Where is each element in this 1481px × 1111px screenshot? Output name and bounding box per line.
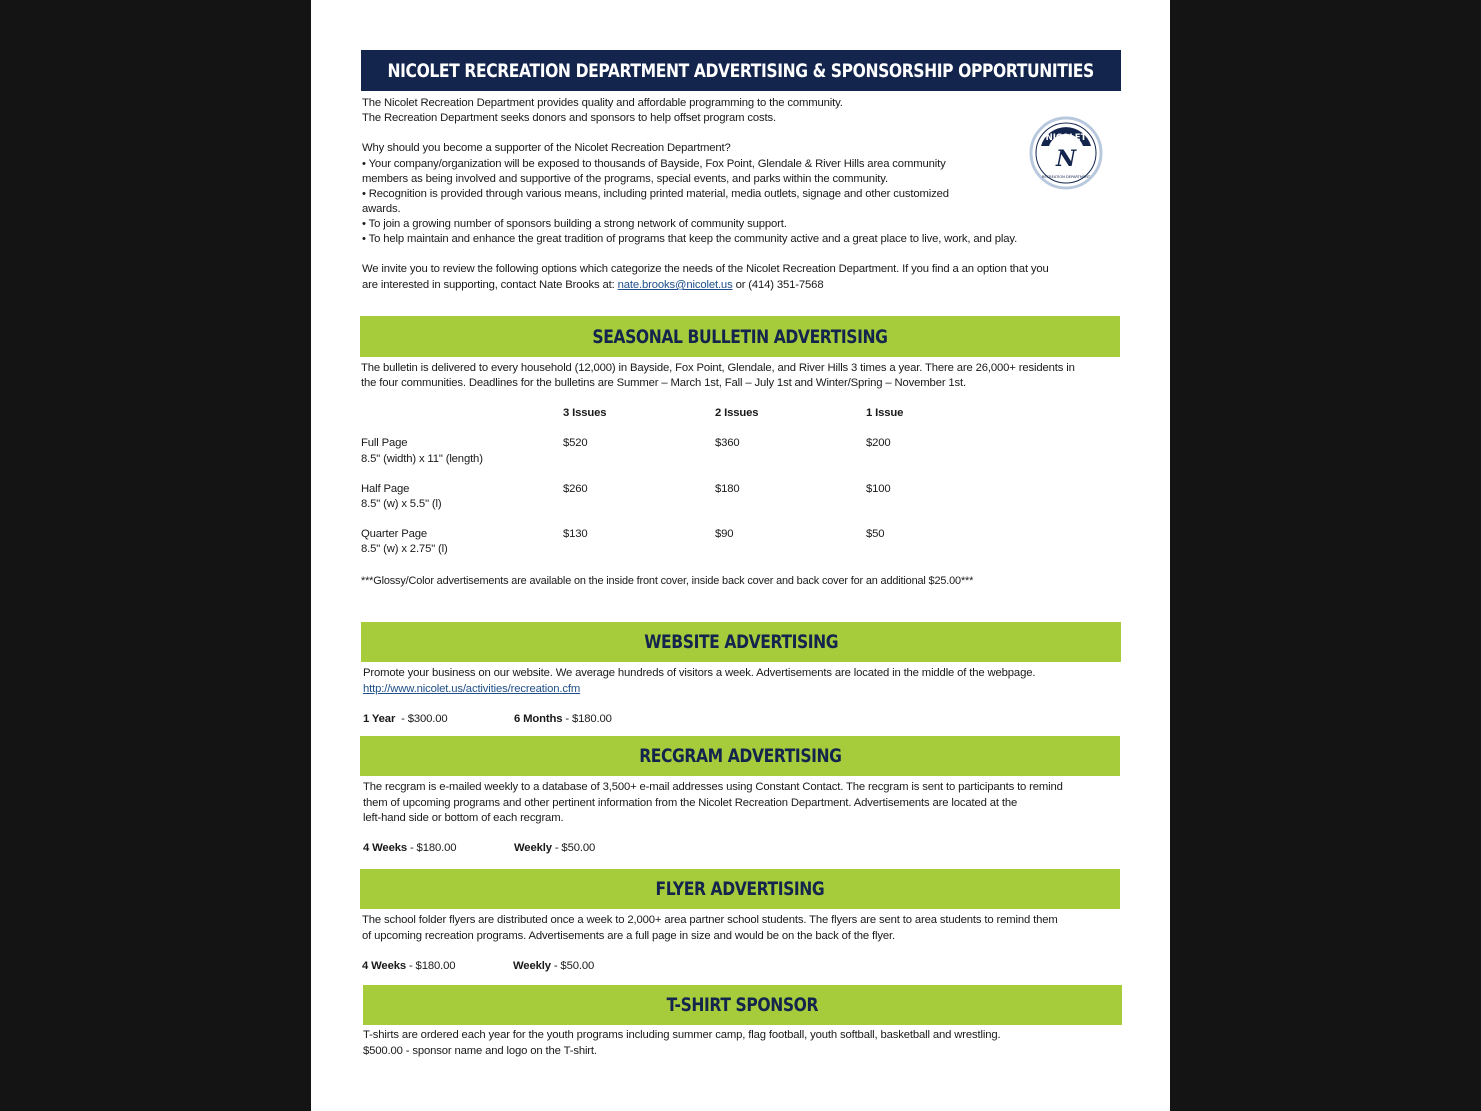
bullet-line: • To help maintain and enhance the great tradition of programs that keep the community active and a great place to live, work, and play. <box>362 233 1018 245</box>
page-title: NICOLET RECREATION DEPARTMENT ADVERTISING & SPONSORSHIP OPPORTUNITIES <box>387 59 1095 82</box>
recgram-price-2 <box>514 841 595 857</box>
price-label: Weekly <box>514 842 552 854</box>
price-value: - $180.00 <box>406 842 457 854</box>
intro-line: The Recreation Department seeks donors and sponsors to help offset program costs. <box>362 112 777 124</box>
bullet-line: • To join a growing number of sponsors building a strong network of community support. <box>362 218 787 230</box>
column-header: 1 Issue <box>866 407 904 419</box>
price-label: 4 Weeks <box>363 842 407 854</box>
glossy-note: ***Glossy/Color advertisements are available on the inside front cover, inside back cover and back cover for an additional $25.00*** <box>361 575 974 587</box>
nicolet-logo <box>1029 116 1103 190</box>
price-value: - $180.00 <box>562 713 612 725</box>
page-title-banner <box>361 50 1121 91</box>
recgram-desc: left-hand side or bottom of each recgram. <box>363 812 564 824</box>
why-heading: Why should you become a supporter of the Nicolet Recreation Department? <box>362 142 731 154</box>
recgram-desc: them of upcoming programs and other pertinent information from the Nicolet Recreation Department. Advertisements are located at the <box>363 797 1018 809</box>
price-cell: $180 <box>715 483 740 495</box>
price-cell: $90 <box>715 528 734 540</box>
website-url-line <box>363 682 580 698</box>
intro-line: The Nicolet Recreation Department provides quality and affordable programming to the community. <box>362 97 843 109</box>
invite-contact-line <box>362 278 823 294</box>
price-value: - $50.00 <box>550 960 595 972</box>
bulletin-desc: The bulletin is delivered to every household (12,000) in Bayside, Fox Point, Glendale, and River Hills 3 times a year. There are 26,000+ residents in <box>361 362 1075 374</box>
price-cell: $200 <box>866 437 891 449</box>
website-price-2 <box>514 712 612 728</box>
flyer-banner <box>360 869 1120 909</box>
flyer-price-1 <box>362 959 455 975</box>
flyer-title: FLYER ADVERTISING <box>655 878 825 900</box>
document-page <box>311 0 1170 1111</box>
logo-text-bottom: RECREATION DEPARTMENT <box>1041 175 1091 179</box>
logo-text-top: NICOLET <box>1045 133 1087 143</box>
ad-size-name: Quarter Page <box>361 528 428 540</box>
bulletin-banner <box>360 316 1120 357</box>
bullet-line: • Recognition is provided through various means, including printed material, media outlets, signage and other customized <box>362 188 949 200</box>
bulletin-desc: the four communities. Deadlines for the bulletins are Summer – March 1st, Fall – July 1st and Winter/Spring – November 1st. <box>361 377 967 389</box>
price-cell: $520 <box>563 437 588 449</box>
contact-email-link[interactable]: nate.brooks@nicolet.us <box>617 279 733 291</box>
price-cell: $100 <box>866 483 891 495</box>
recgram-desc: The recgram is e-mailed weekly to a database of 3,500+ e-mail addresses using Constant Contact. The recgram is sent to participants to remind <box>363 781 1063 793</box>
column-header: 2 Issues <box>715 407 759 419</box>
price-value: - $50.00 <box>551 842 596 854</box>
tshirt-desc: T-shirts are ordered each year for the youth programs including summer camp, flag football, youth softball, basketball and wrestling. <box>363 1029 1001 1041</box>
ad-size-dimensions: 8.5" (width) x 11" (length) <box>361 453 483 465</box>
bullet-line: • Your company/organization will be exposed to thousands of Bayside, Fox Point, Glendale & River Hills area community <box>362 158 946 170</box>
logo-monogram: N <box>1055 146 1077 172</box>
flyer-desc: The school folder flyers are distributed once a week to 2,000+ area partner school students. The flyers are sent to area students to remind them <box>362 914 1058 926</box>
recgram-price-1 <box>363 841 456 857</box>
recgram-banner <box>360 736 1120 776</box>
website-desc: Promote your business on our website. We average hundreds of visitors a week. Advertisements are located in the middle of the webpage. <box>363 667 1036 679</box>
bullet-line: members as being involved and supportive of the programs, special events, and parks within the community. <box>362 173 888 185</box>
recgram-title: RECGRAM ADVERTISING <box>638 745 842 767</box>
price-label: Weekly <box>513 960 551 972</box>
price-cell: $260 <box>563 483 588 495</box>
ad-size-name: Full Page <box>361 437 408 449</box>
price-label: 4 Weeks <box>362 960 406 972</box>
ad-size-dimensions: 8.5" (w) x 5.5" (l) <box>361 498 442 510</box>
bullet-line: awards. <box>362 203 401 215</box>
ad-size-name: Half Page <box>361 483 410 495</box>
price-label: 1 Year <box>363 713 396 725</box>
invite-prefix: are interested in supporting, contact Nate Brooks at: <box>362 279 618 291</box>
invite-suffix: or (414) 351-7568 <box>732 279 824 291</box>
website-price-1 <box>363 712 448 728</box>
column-header: 3 Issues <box>563 407 607 419</box>
price-value: - $180.00 <box>405 960 456 972</box>
ad-size-dimensions: 8.5" (w) x 2.75" (l) <box>361 543 448 555</box>
invite-line: We invite you to review the following options which categorize the needs of the Nicolet Recreation Department. If you find a an option that you <box>362 263 1049 275</box>
tshirt-banner <box>363 985 1122 1025</box>
website-banner <box>361 622 1121 662</box>
flyer-price-2 <box>513 959 594 975</box>
flyer-desc: of upcoming recreation programs. Advertisements are a full page in size and would be on the back of the flyer. <box>362 930 895 942</box>
tshirt-desc: $500.00 - sponsor name and logo on the T-shirt. <box>363 1045 597 1057</box>
website-url-link[interactable]: http://www.nicolet.us/activities/recreation.cfm <box>363 683 581 695</box>
price-label: 6 Months <box>514 713 563 725</box>
website-title: WEBSITE ADVERTISING <box>644 631 838 653</box>
price-cell: $360 <box>715 437 740 449</box>
price-cell: $50 <box>866 528 885 540</box>
tshirt-title: T-SHIRT SPONSOR <box>666 994 819 1016</box>
price-cell: $130 <box>563 528 588 540</box>
price-value: - $300.00 <box>395 713 448 725</box>
bulletin-title: SEASONAL BULLETIN ADVERTISING <box>592 325 888 348</box>
